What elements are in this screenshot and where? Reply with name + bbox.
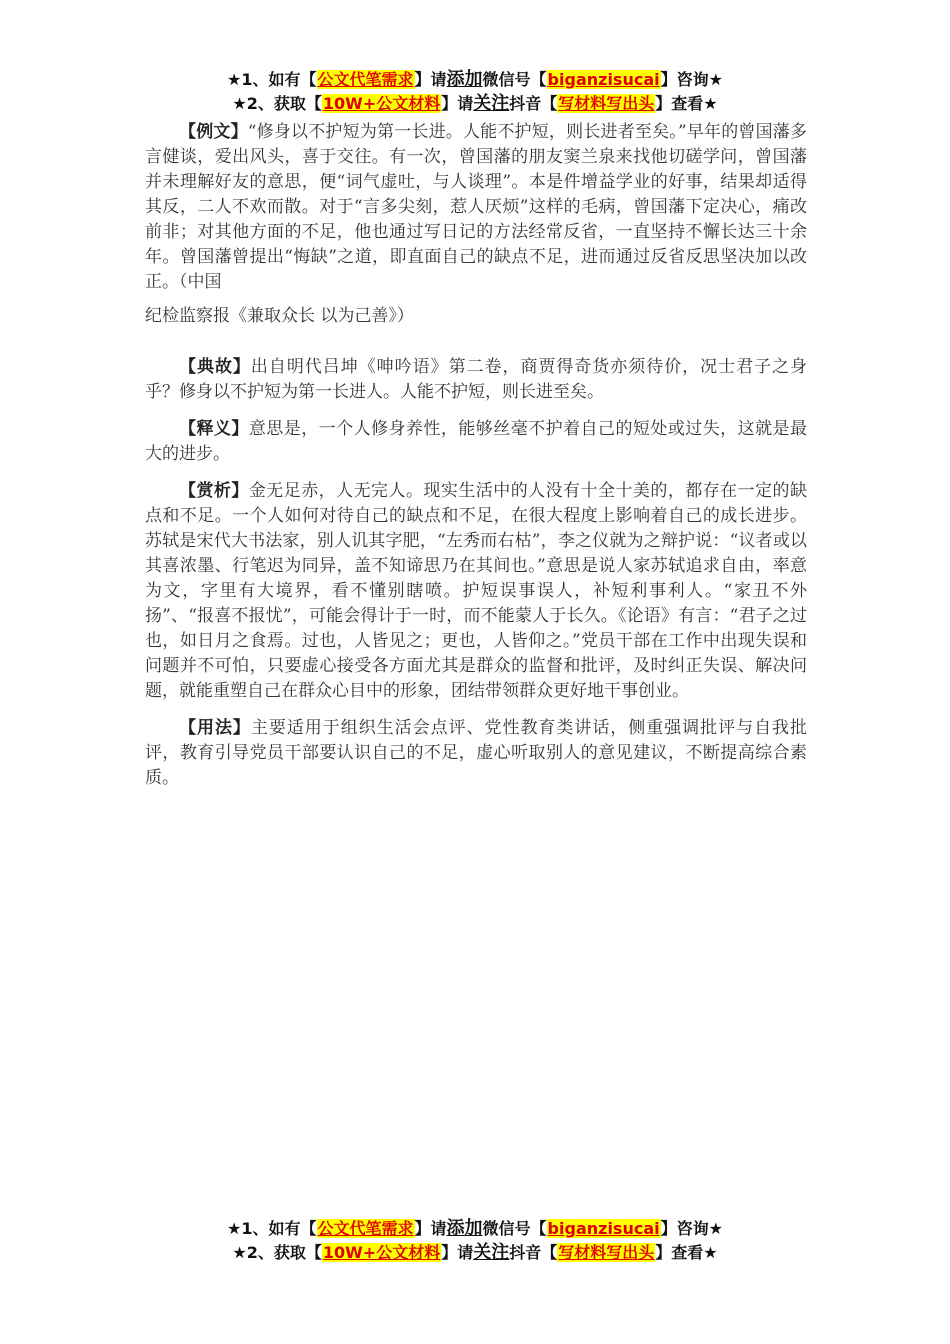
section-tag: 【例文】 <box>179 122 248 142</box>
paragraph-text: 出自明代吕坤《呻吟语》第二卷，商贾得奇货亦须待价，况士君子之身乎？修身以不护短为第一长进人。人能不护短，则长进至矣。 <box>145 357 808 402</box>
paragraph-text: 主要适用于组织生活会点评、党性教育类讲话，侧重强调批评与自我批评，教育引导党员干部要认识自己的不足，虚心听取别人的意见建议，不断提高综合素质。 <box>145 718 808 788</box>
banner-text: 】咨询★ <box>660 70 723 89</box>
banner-line-2 <box>0 1241 950 1265</box>
banner-text: 】请 <box>414 1219 447 1238</box>
source-citation: 纪检监察报《兼取众长 以为己善》） <box>145 306 414 326</box>
banner-text: 】请 <box>441 94 474 113</box>
section-tag: 【赏析】 <box>179 481 249 501</box>
highlight-materials: 10W+公文材料 <box>322 1243 441 1262</box>
banner-emphasis: 添加 <box>446 69 483 90</box>
banner-emphasis: 关注 <box>473 93 510 114</box>
banner-line-1 <box>0 1217 950 1241</box>
paragraph-text: “修身以不护短为第一长进。人能不护短，则长进者至矣。”早年的曾国藩多言健谈，爱出风头，喜于交往。有一次，曾国藩的朋友窦兰泉来找他切磋学问，曾国藩并未理解好友的意思，便“词气虚吐，与人谈理”。本是件增益学业的好事，结果却适得其反，二人不欢而散。对于“言多尖刻，惹人厌烦”这样的毛病，曾国藩下定决心，痛改前非；对其他方面的不足，他也通过写日记的方法经常反省，一直坚持不懈长达三十余年。曾国藩曾提出“悔缺”之道，即直面自己的缺点不足，进而通过反省反思坚决加以改正。（中国 <box>145 122 808 292</box>
banner-text: 】请 <box>414 70 447 89</box>
banner-text: 微信号【 <box>482 1219 547 1238</box>
highlight-wechat-id: biganzisucai <box>547 1219 660 1238</box>
banner-text: ★1、如有【 <box>227 70 317 89</box>
paragraph-usage <box>145 716 807 791</box>
section-tag: 【典故】 <box>179 357 251 377</box>
banner-text: 】查看★ <box>655 1243 718 1262</box>
banner-text: ★1、如有【 <box>227 1219 317 1238</box>
highlight-douyin: 写材料写出头 <box>558 1243 655 1262</box>
header-banner <box>0 68 950 116</box>
highlight-materials: 10W+公文材料 <box>322 94 441 113</box>
highlight-wechat-id: biganzisucai <box>547 70 660 89</box>
banner-line-1 <box>0 68 950 92</box>
banner-text: ★2、获取【 <box>232 1243 322 1262</box>
banner-text: 】请 <box>441 1243 474 1262</box>
paragraph-origin <box>145 355 807 405</box>
paragraph-text: 金无足赤，人无完人。现实生活中的人没有十全十美的，都存在一定的缺点和不足。一个人如何对待自己的缺点和不足，在很大程度上影响着自己的成长进步。苏轼是宋代大书法家，别人讥其字肥，“左秀而右枯”，李之仪就为之辩护说：“议者或以其喜浓墨、行笔迟为同异，盖不知谛思乃在其间也。”意思是说人家苏轼追求自由，率意为文，字里有大境界，看不懂别瞎喷。护短误事误人，补短利事利人。“家丑不外扬”、“报喜不报忧”，可能会得计于一时，而不能蒙人于长久。《论语》有言：“君子之过也，如日月之食焉。过也，人皆见之；更也，人皆仰之。”党员干部在工作中出现失误和问题并不可怕，只要虚心接受各方面尤其是群众的监督和批评，及时纠正失误、解决问题，就能重塑自己在群众心目中的形象，团结带领群众更好地干事创业。 <box>145 481 808 701</box>
paragraph-example <box>145 120 807 295</box>
banner-emphasis: 关注 <box>473 1242 510 1263</box>
paragraph-text: 意思是，一个人修身养性，能够丝毫不护着自己的短处或过失，这就是最大的进步。 <box>145 419 808 464</box>
paragraph-analysis <box>145 479 807 704</box>
article-body <box>145 120 807 803</box>
highlight-douyin: 写材料写出头 <box>558 94 655 113</box>
banner-emphasis: 添加 <box>446 1218 483 1239</box>
highlight-service: 公文代笔需求 <box>317 70 414 89</box>
highlight-service: 公文代笔需求 <box>317 1219 414 1238</box>
banner-text: 抖音【 <box>509 94 558 113</box>
banner-text: 】查看★ <box>655 94 718 113</box>
section-tag: 【用法】 <box>179 718 251 738</box>
section-tag: 【释义】 <box>179 419 249 439</box>
banner-text: 抖音【 <box>509 1243 558 1262</box>
banner-text: ★2、获取【 <box>232 94 322 113</box>
banner-text: 】咨询★ <box>660 1219 723 1238</box>
paragraph-meaning <box>145 417 807 467</box>
footer-banner <box>0 1217 950 1265</box>
banner-text: 微信号【 <box>482 70 547 89</box>
banner-line-2 <box>0 92 950 116</box>
